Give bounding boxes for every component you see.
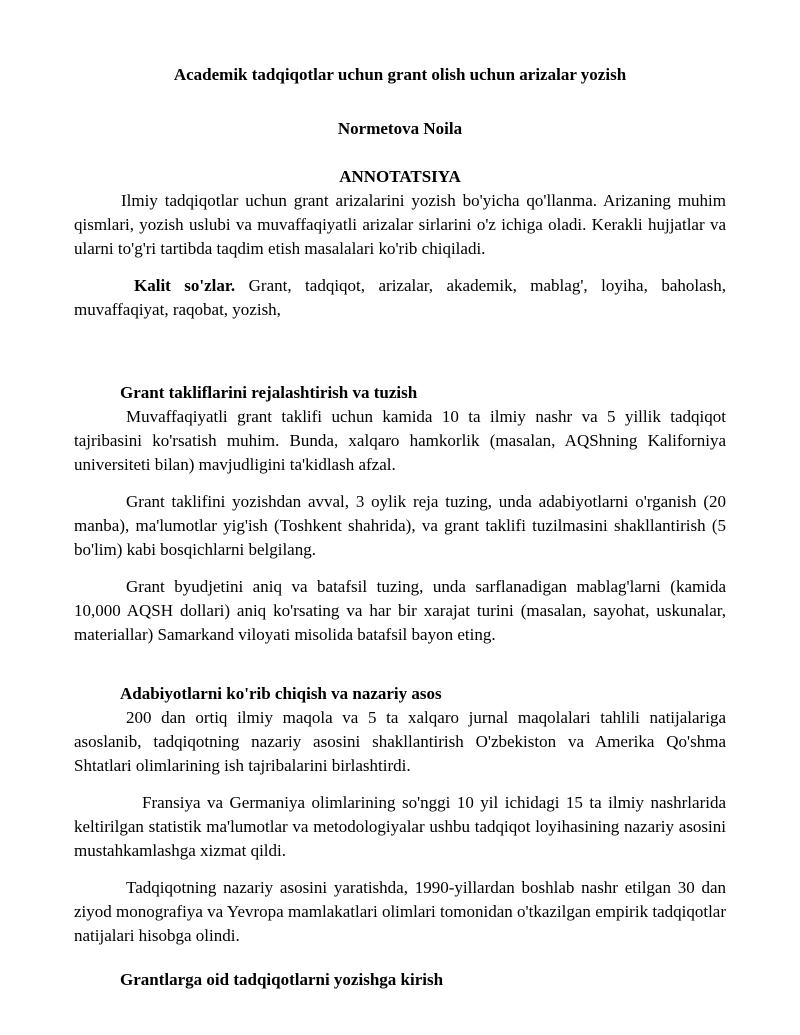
body-paragraph: Muvaffaqiyatli grant taklifi uchun kamida 10 ta ilmiy nashr va 5 yillik tadqiqot tajribasini ko'rsatish muhim. Bunda, xalqaro hamkorlik (masalan, AQShning Kaliforniya universiteti bilan) mavjudligini ta'kidlash afzal. <box>74 407 726 474</box>
keywords-label: Kalit so'zlar. <box>134 276 236 295</box>
annotation-heading: ANNOTATSIYA <box>339 167 461 186</box>
keywords-text: Grant, tadqiqot, arizalar, akademik, mablag', loyiha, baholash, muvaffaqiyat, raqobat, yozish, <box>74 276 726 319</box>
body-paragraph: Grant taklifini yozishdan avval, 3 oylik reja tuzing, unda adabiyotlarni o'rganish (20 manba), ma'lumotlar yig'ish (Toshkent shahrida), va grant taklifi tuzilmasini shakllantirish (5 bo'lim) kabi bosqichlarni belgilang. <box>74 492 726 559</box>
section-heading: Grantlarga oid tadqiqotlarni yozishga kirish <box>120 970 444 989</box>
body-paragraph: Fransiya va Germaniya olimlarining so'nggi 10 yil ichidagi 15 ta ilmiy nashrlarida keltirilgan statistik ma'lumotlar va metodologiyalar ushbu tadqiqot loyihasining nazariy asosini mustahkamlashga xizmat qildi. <box>74 793 726 860</box>
annotation-text: Ilmiy tadqiqotlar uchun grant arizalarini yozish bo'yicha qo'llanma. Arizaning muhim qismlari, yozish uslubi va muvaffaqiyatli arizalar sirlarini o'z ichiga oladi. Kerakli hujjatlar va ularni to'g'ri tartibda taqdim etish masalalari ko'rib chiqiladi. <box>74 191 726 258</box>
section-heading: Grant takliflarini rejalashtirish va tuzish <box>120 383 418 402</box>
section-heading: Adabiyotlarni ko'rib chiqish va nazariy asos <box>120 684 442 703</box>
author-name: Normetova Noila <box>337 119 463 138</box>
document-page <box>74 63 726 992</box>
body-paragraph: Grant byudjetini aniq va batafsil tuzing, unda sarflanadigan mablag'larni (kamida 10,000 AQSH dollari) aniq ko'rsating va har bir xarajat turini (masalan, sayohat, uskunalar, materiallar) Samarkand viloyati misolida batafsil bayon eting. <box>74 577 726 644</box>
body-paragraph: 200 dan ortiq ilmiy maqola va 5 ta xalqaro jurnal maqolalari tahlili natijalariga asoslanib, tadqiqotning nazariy asosini shakllantirish O'zbekiston va Amerika Qo'shma Shtatlari olimlarining ish tajribalarini birlashtirdi. <box>74 708 726 775</box>
body-paragraph: Tadqiqotning nazariy asosini yaratishda, 1990-yillardan boshlab nashr etilgan 30 dan ziyod monografiya va Yevropa mamlakatlari olimlari tomonidan o'tkazilgan empirik tadqiqotlar natijalari hisobga olindi. <box>74 878 726 945</box>
document-title: Academik tadqiqotlar uchun grant olish uchun arizalar yozish <box>173 65 627 84</box>
keywords-paragraph <box>74 274 726 322</box>
